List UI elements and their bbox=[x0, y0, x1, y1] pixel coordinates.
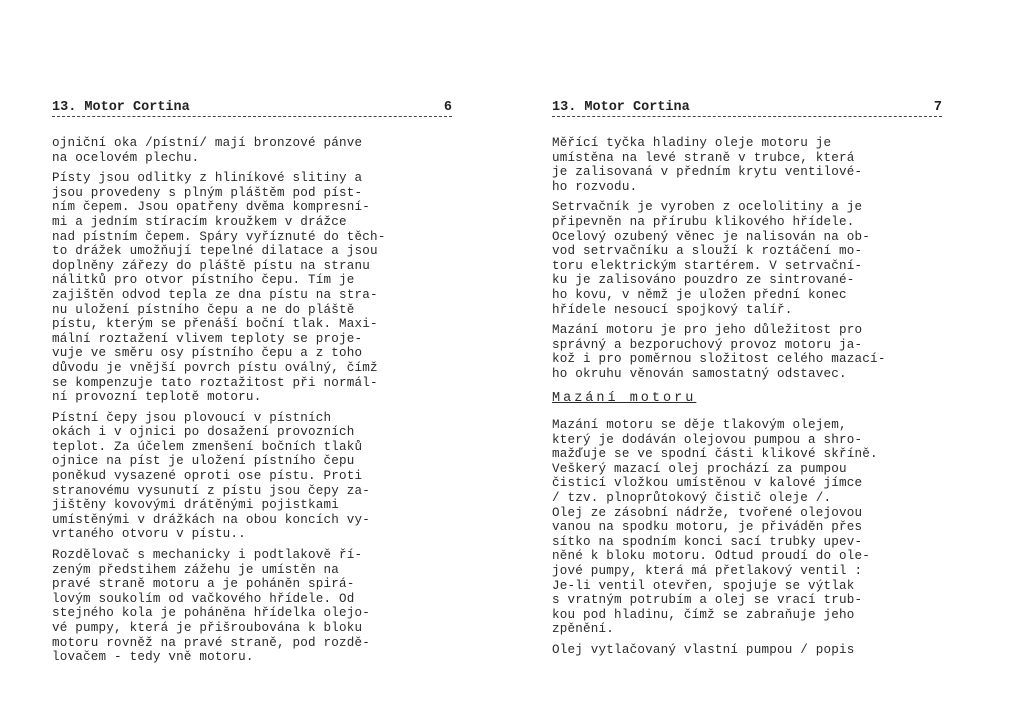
body-text-left bbox=[52, 136, 452, 671]
paragraph: ojniční oka /pístní/ mají bronzové pánve na ocelovém plechu. bbox=[52, 136, 363, 165]
paragraph: Rozdělovač s mechanicky i podtlakově ří- zeným předstihem zážehu je umístěn na pravé straně motoru a je poháněn spirá- lovým soukolím od vačkového hřídele. Od stejného kola je poháněna hřídelka olejo- vé pumpy, která je přišroubována k bloku motoru rovněž na pravé straně, pod rozdě- lovačem - tedy vně motoru. bbox=[52, 548, 371, 665]
paragraph: Olej vytlačovaný vlastní pumpou / popis bbox=[552, 643, 855, 657]
page-number-left: 6 bbox=[443, 100, 452, 115]
header-title-left: 13. Motor Cortina bbox=[52, 100, 190, 115]
page-header-left bbox=[52, 100, 452, 117]
paragraph: Měřící tyčka hladiny oleje motoru je umístěna na levé straně v trubce, která je zalisovaná v předním krytu ventilové- ho rozvodu. bbox=[552, 136, 863, 194]
paragraph: Mazání motoru je pro jeho důležitost pro správný a bezporuchový provoz motoru ja- kož i pro poměrnou složitost celého mazací- ho okruhu věnován samostatný odstavec. bbox=[552, 323, 886, 381]
paragraph: Mazání motoru se děje tlakovým olejem, který je dodáván olejovou pumpou a shro- mažďuje se ve spodní části klikové skříně. Veškerý mazací olej prochází za pumpou čisticí vložkou umístěnou v kalové jímce / tzv. plnoprůtokový čistič oleje /. Olej ze zásobní nádrže, tvořené olejovou vanou na spodku motoru, je přiváděn přes sítko na spodním konci sací trubky upev- něné k bloku motoru. Odtud proudí do ole- jové pumpy, která má přetlakový ventil : Je-li ventil otevřen, spojuje se výtlak s vratným potrubím a olej se vrací trub- kou pod hladinu, čímž se zabraňuje jeho zpěnění. bbox=[552, 418, 878, 637]
paragraph: Setrvačník je vyroben z ocelolitiny a je připevněn na přírubu klikového hřídele. Ocelový ozubený věnec je nalisován na ob- vod setrvačníku a slouží k roztáčení mo- toru elektrickým startérem. V setrvační- ku je zalisováno pouzdro ze sintrované- ho kovu, v němž je uložen přední konec hřídele nesoucí spojkový talíř. bbox=[552, 200, 871, 317]
paragraph: Pístní čepy jsou plovoucí v pístních okách i v ojnici po dosažení provozních teplot. Za účelem zmenšení bočních tlaků ojnice na píst je uložení pístního čepu poněkud vysazené oproti ose pístu. Proti stranovému vysunutí z pístu jsou čepy za- jištěny kovovými drátěnými pojistkami umístěnými v drážkách na obou koncích vy- vrtaného otvoru v pístu.. bbox=[52, 410, 371, 542]
header-title-right: 13. Motor Cortina bbox=[552, 100, 690, 115]
section-title: Mazání motoru bbox=[552, 390, 697, 406]
page-header-right bbox=[552, 100, 942, 117]
page-number-right: 7 bbox=[933, 100, 942, 115]
paragraph: Písty jsou odlitky z hliníkové slitiny a jsou provedeny s plným pláštěm pod píst- ním čepem. Jsou opatřeny dvěma kompresní- mi a jedním stíracím kroužkem v drážce nad pístním čepem. Spáry vyříznuté do těch- to drážek umožňují tepelné dilatace a jsou doplněny zářezy do pláště pístu na stranu nálitků pro otvor pístního čepu. Tím je zajištěn odvod tepla ze dna pístu na stra- nu uložení pístního čepu a ne do pláště pístu, kterým se přenáší boční tlak. Maxi- mální roztažení vlivem teploty se proje- vuje ve směru osy pístního čepu a z toho důvodu je vnější povrch pístu oválný, čímž se kompenzuje tato roztažitost při normál- ní provozní teplotě motoru. bbox=[52, 171, 386, 405]
body-text-right bbox=[552, 136, 942, 664]
